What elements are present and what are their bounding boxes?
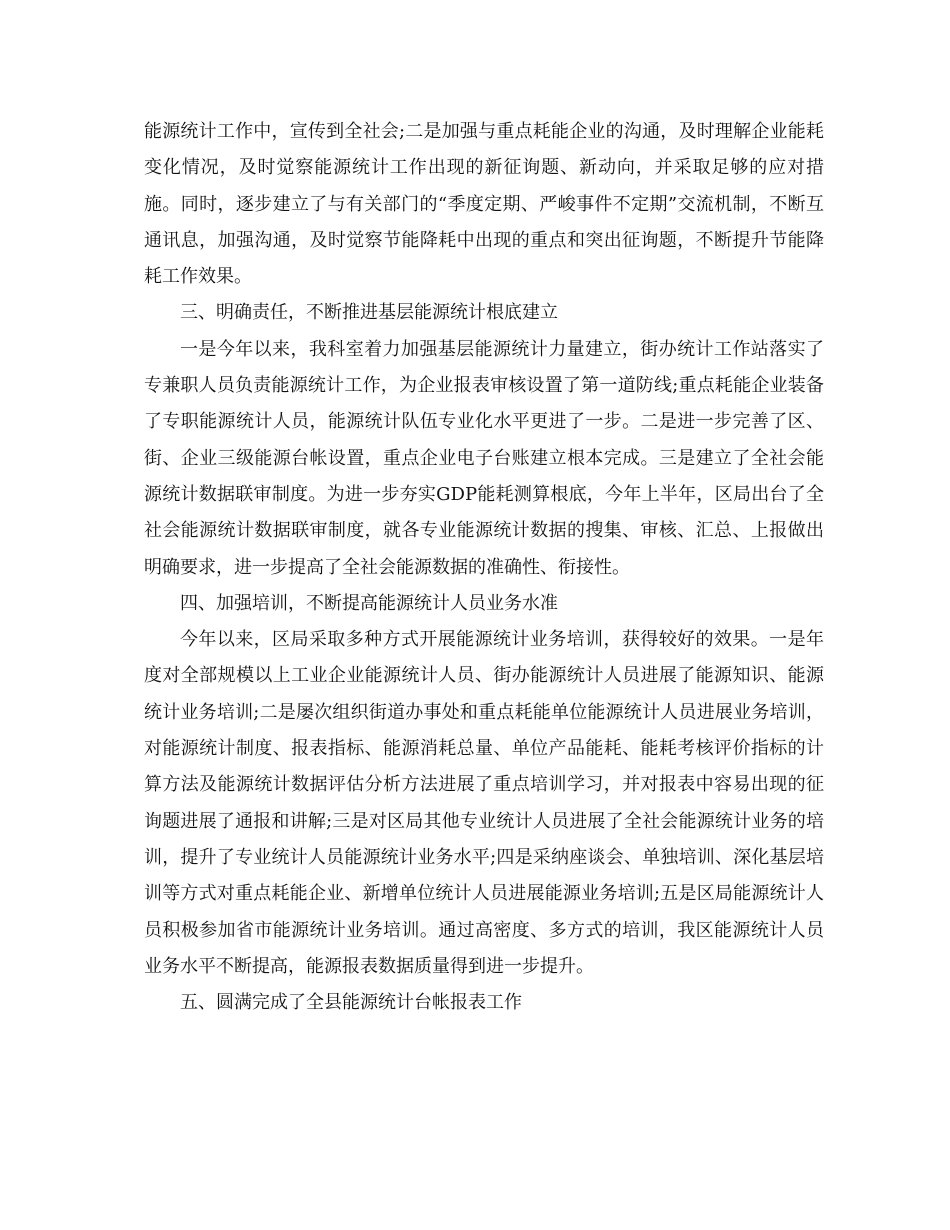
paragraph-section-3: 一是今年以来，我科室着力加强基层能源统计力量建立，街办统计工作站落实了专兼职人员负责能源统计工作，为企业报表审核设置了第一道防线;重点耗能企业装备了专职能源统计人员，能源统计队伍专业化水平更进了一步。二是进一步完善了区、街、企业三级能源台帐设置，重点企业电子台账建立根本完成。三是建立了全社会能源统计数据联审制度。为进一步夯实GDP能耗测算根底，今年上半年，区局出台了全社会能源统计数据联审制度，就各专业能源统计数据的搜集、审核、汇总、上报做出明确要求，进一步提高了全社会能源数据的准确性、衔接性。 [144, 338, 824, 578]
section-heading-4: 四、加强培训，不断提高能源统计人员业务水准 [180, 592, 558, 614]
section-heading-3: 三、明确责任，不断推进基层能源统计根底建立 [180, 302, 558, 324]
document-page [144, 114, 824, 1021]
section-heading-5: 五、圆满完成了全县能源统计台帐报表工作 [180, 992, 522, 1014]
paragraph-continuation: 能源统计工作中，宣传到全社会;二是加强与重点耗能企业的沟通，及时理解企业能耗变化情况，及时觉察能源统计工作出现的新征询题、新动向，并采取足够的应对措施。同时，逐步建立了与有关部门的“季度定期、严峻事件不定期”交流机制，不断互通讯息，加强沟通，及时觉察节能降耗中出现的重点和突出征询题，不断提升节能降耗工作效果。 [144, 121, 824, 288]
paragraph-section-4: 今年以来，区局采取多种方式开展能源统计业务培训，获得较好的效果。一是年度对全部规模以上工业企业能源统计人员、街办能源统计人员进展了能源知识、能源统计业务培训;二是屡次组织街道办事处和重点耗能单位能源统计人员进展业务培训，对能源统计制度、报表指标、能源消耗总量、单位产品能耗、能耗考核评价指标的计算方法及能源统计数据评估分析方法进展了重点培训学习，并对报表中容易出现的征询题进展了通报和讲解;三是对区局其他专业统计人员进展了全社会能源统计业务的培训，提升了专业统计人员能源统计业务水平;四是采纳座谈会、单独培训、深化基层培训等方式对重点耗能企业、新增单位统计人员进展能源业务培训;五是区局能源统计人员积极参加省市能源统计业务培训。通过高密度、多方式的培训，我区能源统计人员业务水平不断提高，能源报表数据质量得到进一步提升。 [144, 629, 824, 977]
